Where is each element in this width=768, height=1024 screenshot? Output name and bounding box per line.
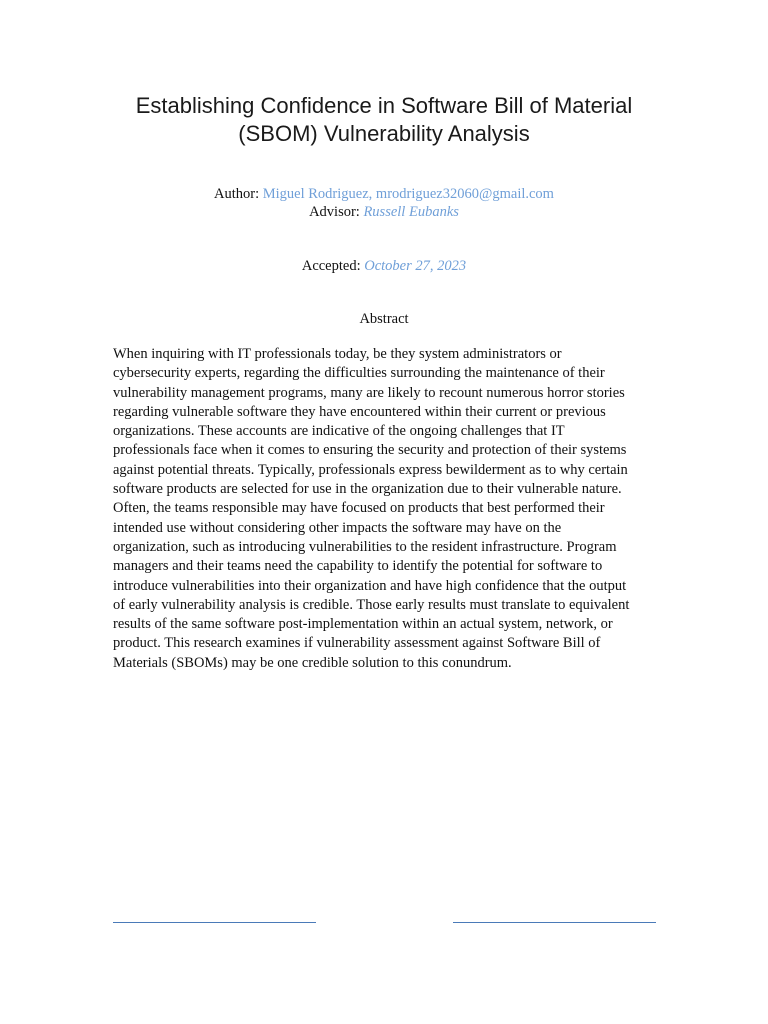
abstract-line: When inquiring with IT professionals today, be they system administrators or bbox=[113, 346, 562, 362]
document-title bbox=[60, 92, 708, 148]
footer-rule-left bbox=[113, 922, 316, 923]
abstract-line: Often, the teams responsible may have focused on products that best performed their bbox=[113, 500, 605, 517]
author-label: Author: bbox=[214, 186, 263, 202]
advisor-label: Advisor: bbox=[309, 204, 364, 220]
advisor-value[interactable]: Russell Eubanks bbox=[363, 204, 459, 220]
abstract-body bbox=[113, 345, 658, 673]
abstract-line: organization, such as introducing vulnerabilities to the resident infrastructure. Program bbox=[113, 538, 617, 555]
accepted-date[interactable]: October 27, 2023 bbox=[364, 258, 467, 274]
footer-rule-right bbox=[453, 922, 656, 923]
abstract-line: professionals face when it comes to ensuring the security and protection of their systems bbox=[113, 442, 627, 459]
abstract-line: product. This research examines if vulnerability assessment against Software Bill of bbox=[113, 635, 601, 652]
accepted-line bbox=[60, 257, 708, 275]
abstract-line: managers and their teams need the capability to identify the potential for software to bbox=[113, 558, 603, 575]
abstract-line: cybersecurity experts, regarding the difficulties surrounding the maintenance of their bbox=[113, 365, 605, 382]
abstract-line: Materials (SBOMs) may be one credible solution to this conundrum. bbox=[113, 654, 512, 671]
accepted-label: Accepted: bbox=[301, 258, 365, 274]
abstract-line: introduce vulnerabilities into their organization and have high confidence that the output bbox=[113, 577, 627, 594]
title-line-1: Establishing Confidence in Software Bill of Material bbox=[135, 93, 633, 118]
advisor-line bbox=[60, 203, 708, 221]
abstract-line: regarding vulnerable software they have encountered within their current or previous bbox=[113, 403, 606, 420]
author-line bbox=[60, 185, 708, 203]
abstract-line: software products are selected for use in the organization due to their vulnerable nature. bbox=[113, 481, 622, 498]
abstract-line: vulnerability management programs, many are likely to recount numerous horror stories bbox=[113, 384, 625, 401]
abstract-heading: Abstract bbox=[359, 311, 409, 327]
abstract-line: against potential threats. Typically, professionals express bewilderment as to why certain bbox=[113, 461, 628, 478]
abstract-line: of early vulnerability analysis is credible. Those early results must translate to equivalent bbox=[113, 596, 630, 613]
author-value[interactable]: Miguel Rodriguez, mrodriguez32060@gmail.com bbox=[262, 186, 554, 202]
abstract-line: results of the same software post-implementation within an actual system, network, or bbox=[113, 616, 613, 633]
title-line-2: (SBOM) Vulnerability Analysis bbox=[238, 121, 530, 146]
abstract-line: organizations. These accounts are indicative of the ongoing challenges that IT bbox=[113, 423, 565, 440]
abstract-line: intended use without considering other impacts the software may have on the bbox=[113, 519, 562, 536]
